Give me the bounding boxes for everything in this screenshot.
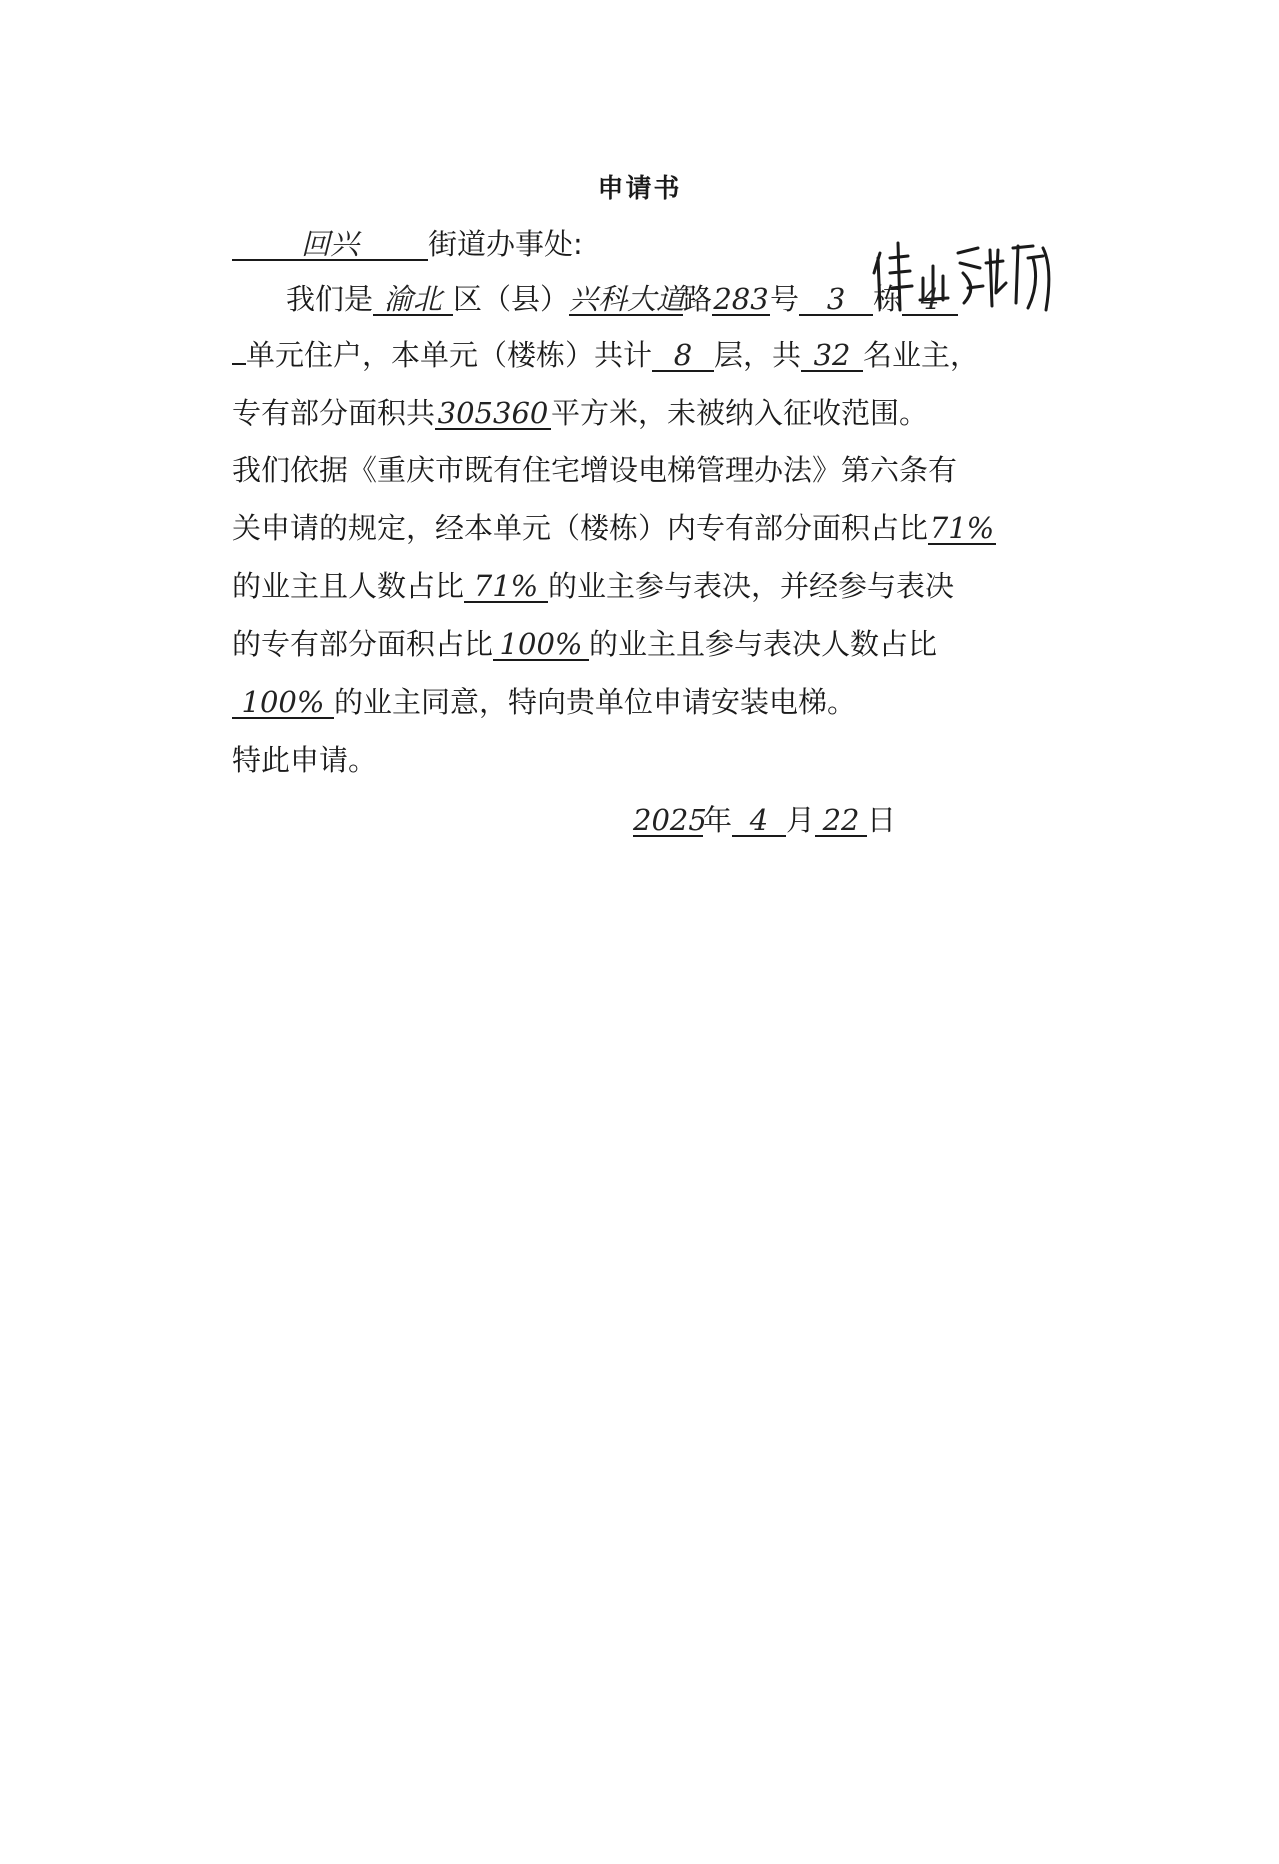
page-title: 申请书 [597, 174, 682, 204]
text-number: 号 [770, 282, 800, 316]
text-voted-people: 的业主且参与表决人数占比 [589, 627, 938, 661]
text-day: 日 [867, 803, 897, 837]
text-month: 月 [786, 803, 816, 837]
recipient-line [232, 224, 583, 264]
closing-line: 特此申请。 [232, 743, 378, 777]
voted-area-line [232, 624, 937, 664]
recipient-suffix: 街道办事处: [428, 227, 583, 261]
unit-field: 4 [902, 284, 958, 316]
road-field: 兴科大道 [569, 282, 686, 316]
text-area-ratio: 关申请的规定，经本单元（楼栋）内专有部分面积占比 [232, 511, 929, 545]
consent-line [232, 682, 856, 722]
unit-line [232, 335, 979, 375]
area-ratio-line [232, 508, 996, 548]
text-floors: 层，共 [714, 338, 802, 372]
text-people-ratio: 的业主且人数占比 [232, 569, 465, 603]
text-voted-area: 的专有部分面积占比 [232, 627, 494, 661]
basis-line: 我们依据《重庆市既有住宅增设电梯管理办法》第六条有 [232, 453, 958, 487]
number-field: 283 [713, 282, 769, 316]
date-line [633, 800, 896, 840]
text-year: 年 [703, 803, 733, 837]
unit-lead-blank [232, 363, 246, 365]
area-field: 305360 [435, 398, 551, 430]
text-vote: 的业主参与表决，并经参与表决 [548, 569, 955, 603]
building-field: 3 [799, 284, 873, 316]
text-unit-total: 单元住户，本单元（楼栋）共计 [246, 338, 653, 372]
street-field: 回兴 [232, 229, 428, 261]
voted-people-pct-field: 100% [232, 687, 334, 719]
area-pct-field: 71% [929, 511, 995, 545]
day-field: 22 [815, 805, 867, 837]
month-field: 4 [732, 805, 786, 837]
text-owners: 名业主， [863, 338, 980, 372]
text-area: 专有部分面积共 [232, 396, 436, 430]
text-building: 栋 [873, 282, 903, 316]
people-pct-field: 71% [464, 571, 548, 603]
text-consent: 的业主同意，特向贵单位申请安装电梯。 [334, 685, 857, 719]
address-line [286, 279, 958, 319]
people-ratio-line [232, 566, 954, 606]
owners-field: 32 [801, 340, 863, 372]
year-field: 2025 [633, 803, 707, 837]
text-we-are: 我们是 [286, 282, 374, 316]
voted-area-pct-field: 100% [493, 629, 589, 661]
text-road: 路 [683, 282, 713, 316]
text-area-unit: 平方米，未被纳入征收范围。 [551, 396, 929, 430]
area-line [232, 393, 928, 433]
text-district: 区（县） [453, 282, 570, 316]
floors-field: 8 [652, 340, 714, 372]
district-field: 渝北 [373, 284, 453, 316]
